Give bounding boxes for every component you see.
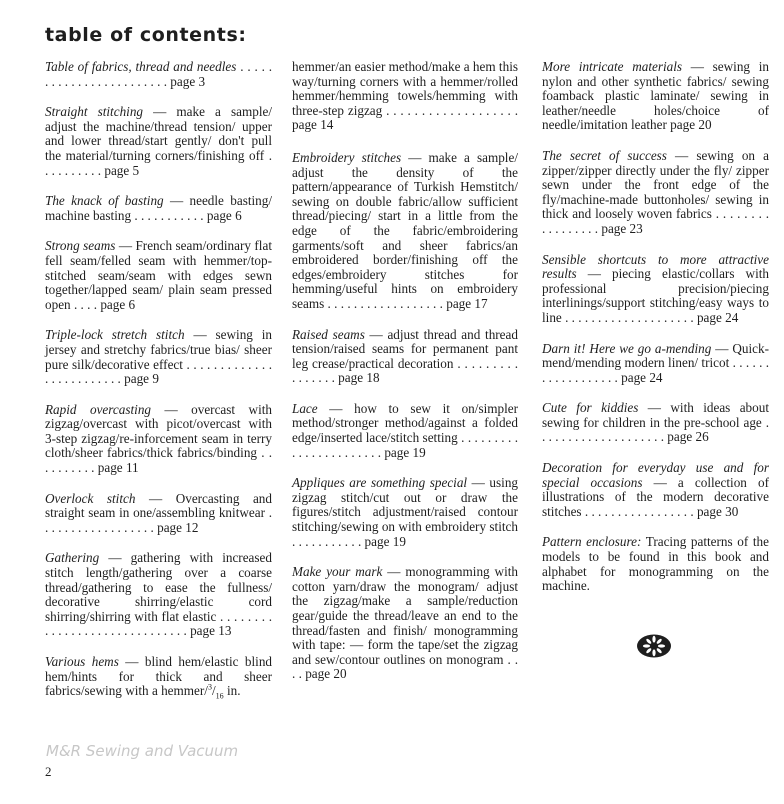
entry-text: — adjust thread and thread tension/raised seams for permanent pant leg crease/practical decoration [292, 326, 518, 371]
entry-page: page 20 [305, 666, 347, 682]
entry-leader: . . . . . . . . . . . . . . . . . . . . . . . [292, 430, 518, 460]
toc-entry [292, 151, 518, 312]
toc-entry [45, 492, 272, 536]
entry-leader: . . . . [70, 296, 98, 312]
entry-text: — Overcasting and straight seam in one/assembling knitwear [45, 490, 272, 521]
toc-entry [542, 461, 769, 519]
entry-text: hemmer/an easier method/make a hem this way/turning corners with a hemmer/rolled hemmer/hemming towels/hemming with three-step zigzag [292, 59, 518, 118]
entry-text: — using zigzag stitch/cut out or draw the figures/stitch adjustment/raised contour stitching/sewing on with embroidery stitch [292, 475, 519, 535]
toc-entry [45, 194, 272, 223]
entry-leader: . . . . . . . . . . [45, 445, 273, 476]
entry-title: Darn it! Here we go a-mending [542, 340, 712, 356]
toc-entry [45, 551, 272, 639]
entry-page: page 3 [170, 73, 206, 89]
toc-entry [292, 402, 518, 460]
entry-title: Raised seams [292, 326, 365, 342]
toc-entry [542, 60, 769, 133]
entry-title: Table of fabrics, thread and needles [45, 59, 237, 74]
entry-title: Overlock stitch [45, 490, 136, 506]
entry-page: page 18 [338, 370, 380, 386]
entry-title: Strong seams [45, 238, 116, 254]
entry-title: Embroidery stitches [292, 149, 402, 165]
fraction-numerator: 3 [207, 682, 212, 692]
entry-page: page 11 [97, 460, 139, 476]
entry-leader: . . . . . . . . . . . . . . . . . . [542, 355, 769, 385]
entry-page: page 19 [364, 533, 406, 549]
toc-entry [45, 60, 272, 89]
entry-leader: . . . . . . . . . . [45, 147, 272, 178]
entry-text: — monogramming with cotton yarn/draw the monogram/ adjust the zigzag/make a sample/reduction gear/guide the thread/leave an end to the thread/fasten and finish/ monogramming with tape: — form the tape/set the zigzag and sew/contour outlines on monogram [292, 564, 518, 667]
entry-title: The secret of success [542, 147, 667, 163]
entry-text: — blind hem/elastic blind hem/hints for thick and sheer fabrics/sewing with a hemmer/ [45, 654, 273, 699]
entry-page: page 5 [104, 162, 140, 178]
entry-page: page 20 [670, 117, 712, 133]
entry-leader: . . . . . . . . . . . . . . . . . [581, 503, 694, 519]
entry-text: — piecing elastic/collars with professional precision/piecing interlinings/support stitching/easy ways to line [542, 266, 769, 325]
entry-leader: . . . . . . . . . . . . . . . . . . [324, 295, 443, 311]
toc-column-2 [292, 60, 518, 698]
entry-page: page 6 [206, 207, 242, 223]
entry-text: — how to sew it on/simpler method/stronger method/against a folded edge/inserted lace/stitch setting [292, 400, 518, 446]
entry-leader: . . . . . . . . . . . . . . . . . . . [382, 102, 518, 118]
entry-text: — French seam/ordinary flat fell seam/felled seam with hemmer/top-stitched seam/seam with edges sewn together/lapped seam/ plain seam pressed open [45, 238, 272, 312]
entry-title: Pattern enclosure: [542, 534, 642, 550]
entry-leader: . . . . . . . . . . . . . . . . . [542, 206, 769, 236]
entry-text: — sewing in jersey and stretchy fabrics/true bias/ sheer pure silk/decorative effect [45, 327, 273, 372]
entry-page: page 9 [124, 371, 159, 387]
toc-entry [45, 328, 272, 386]
entry-title: Various hems [45, 654, 119, 669]
entry-leader: . . . . . . . . . . . . . . . . . . . . . . . . [45, 59, 273, 89]
toc-entry [292, 565, 518, 682]
page-number: 2 [45, 764, 52, 779]
entry-title: Make your mark [292, 564, 383, 580]
entry-leader: . . . . . . . . . . . [131, 207, 204, 223]
entry-leader: . . . . . . . . . . . . . . . . [292, 355, 518, 386]
entry-page: page 23 [601, 220, 643, 236]
entry-title: More intricate materials [542, 59, 683, 74]
entry-page: page 24 [621, 369, 663, 385]
entry-text: — overcast with zigzag/overcast with picot/overcast with 3-step zigzag/re-inforcement seam in terry cloth/sheer fabrics/thick fabrics/binding [45, 401, 272, 461]
entry-leader: . . . . . . . . . . . . . . . . . . . . . . . . . [45, 356, 273, 387]
entry-leader: . . . . . . . . . . . . . . . . . . . . [542, 414, 769, 445]
entry-text: — make a sample/ adjust the machine/thread tension/ upper and lower thread/start gently/ don't pull the material/turning corners/finishing off [45, 104, 272, 163]
entry-leader: . . . . . . . . . . . . . . . . . . . . [561, 309, 694, 325]
entry-page: page 6 [100, 296, 136, 312]
entry-page: page 24 [696, 309, 739, 325]
toc-entry [292, 60, 518, 133]
entry-leader: . . . . . . . . . . . . . . . . . . [45, 505, 273, 535]
toc-entry [542, 401, 769, 445]
entry-page: page 13 [190, 623, 232, 639]
page-title: table of contents: [45, 24, 247, 46]
entry-text: Tracing patterns of the models to be found in this book and alphabet for monogramming on the machine. [542, 534, 769, 594]
entry-page: page 30 [696, 503, 739, 519]
entry-text: — sewing in nylon and other synthetic fabrics/ sewing foamback plastic laminate/ sewing in leather/needle holes/choice of needle/imitation leather [542, 59, 770, 133]
entry-title: Rapid overcasting [45, 401, 152, 417]
fraction-denominator: 16 [215, 691, 224, 701]
toc-column-3 [542, 60, 769, 610]
entry-title: Straight stitching [45, 104, 144, 120]
entry-title: Triple-lock stretch stitch [45, 327, 185, 343]
entry-title: Appliques are something special [292, 475, 468, 491]
entry-page: page 17 [446, 295, 488, 311]
entry-title: Sensible shortcuts to more attractive results [542, 251, 769, 282]
entry-page: page 26 [667, 429, 709, 445]
entry-text: — with ideas about sewing for children in the pre-school age [542, 400, 769, 430]
toc-entry [45, 403, 272, 476]
entry-text: — sewing on a zipper/zipper directly under the fly/ zipper sewn under the front edge of the fly/machine-made buttonholes/ sewing in thick and loosely woven fabrics [542, 147, 769, 222]
entry-title: Gathering [45, 550, 100, 566]
flower-ornament-icon [636, 634, 672, 658]
entry-text: — gathering with increased stitch length/gathering over a coarse thread/gathering to ease the fullness/ decorative shirring/elastic cord shirring/shirring with flat elastic [45, 550, 272, 624]
entry-page: page 14 [292, 117, 334, 133]
toc-entry [542, 342, 769, 386]
toc-column-1 [45, 60, 272, 715]
entry-tail: in. [223, 683, 241, 699]
toc-entry: Various hems — blind hem/elastic blind hem/hints for thick and sheer fabrics/sewing with a hemmer/$^3/_{16}$ in. [45, 654, 273, 701]
entry-text: — Quick-mend/mending modern linen/ tricot [542, 340, 769, 371]
entry-text: — make a sample/ adjust the density of the pattern/appearance of Turkish Hemstitch/ sewing on double fabric/allow sufficient thread/piecing/ start in a little from the edge of the fabric/embroidering garments/soft and sheer fabrics/an embroidered border/finishing off the edges/embroidery stitches for hemming/useful hints on embroidery seams [292, 149, 518, 311]
entry-leader: . . . . [292, 651, 519, 682]
toc-entry [292, 476, 518, 549]
entry-page: page 12 [157, 519, 199, 535]
entry-title: Cute for kiddies [542, 400, 639, 416]
toc-entry [45, 239, 272, 312]
toc-entry [292, 328, 518, 386]
entry-title: Decoration for everyday use and for special occasions [542, 460, 769, 490]
toc-entry [542, 253, 769, 326]
entry-text: — a collection of illustrations of the modern decorative stitches [542, 474, 769, 519]
entry-text: — needle basting/ machine basting [45, 193, 273, 223]
toc-entry [542, 149, 769, 237]
toc-entry [45, 105, 272, 178]
entry-page: page 19 [384, 444, 426, 460]
watermark: M&R Sewing and Vacuum [46, 742, 239, 760]
entry-title: The knack of basting [45, 193, 164, 209]
entry-leader: . . . . . . . . . . . [292, 533, 362, 549]
entry-leader: . . . . . . . . . . . . . . . . . . . . . . . . . . . . . . [45, 608, 273, 639]
toc-entry [542, 535, 769, 593]
entry-title: Lace [292, 400, 318, 416]
